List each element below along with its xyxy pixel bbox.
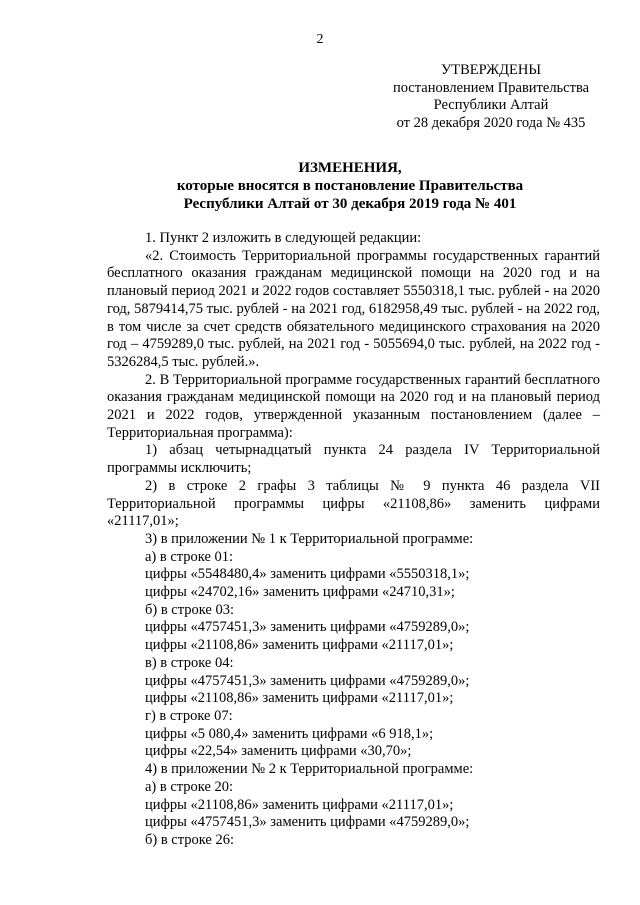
- approval-line-1: УТВЕРЖДЕНЫ: [440, 62, 542, 78]
- approval-line-3: Республики Алтай: [433, 97, 549, 113]
- list-item: б) в строке 26:: [145, 831, 235, 848]
- list-item: цифры «21108,86» заменить цифрами «21117,01»;: [145, 690, 454, 707]
- list-item: цифры «4757451,3» заменить цифрами «4759289,0»;: [145, 619, 470, 636]
- list-item: цифры «5548480,4» заменить цифрами «5550318,1»;: [145, 566, 470, 583]
- list-item: г) в строке 07:: [145, 707, 233, 724]
- list-item: в) в строке 04:: [145, 654, 234, 671]
- title-line-2: которые вносятся в постановление Правительства: [176, 178, 524, 194]
- paragraph-1: 1. Пункт 2 изложить в следующей редакции:: [145, 230, 422, 246]
- list-item: цифры «21108,86» заменить цифрами «21117,01»;: [145, 637, 454, 654]
- paragraph-2: «2. Стоимость Территориальной программы государственных гарантий бесплатного оказания гражданам медицинской помощи на 2020 год и на плановый период 2021 и 2022 годов составляет 5550318,1 тыс. рублей - на 2020 год, 5879414,75 тыс. рублей - на 2021 год, 6182958,49 тыс. рублей - на 2022 год, в том числе за счет средств обязательного медицинского страхования на 2020 год – 4759289,0 тыс. рублей, на 2021 год - 5055694,0 тыс. рублей, на 2022 год - 5326284,5 тыс. рублей.».: [107, 247, 600, 370]
- document-title: [60, 159, 640, 213]
- approval-line-4: от 28 декабря 2020 года № 435: [396, 114, 586, 131]
- list-item: цифры «22,54» заменить цифрами «30,70»;: [145, 743, 412, 760]
- list-item: цифры «5 080,4» заменить цифрами «6 918,1»;: [145, 725, 434, 742]
- list-item: цифры «24702,16» заменить цифрами «24710,31»;: [145, 584, 455, 601]
- list-item: цифры «21108,86» заменить цифрами «21117,01»;: [145, 796, 454, 813]
- document-body: [107, 230, 600, 850]
- list-item: б) в строке 03:: [145, 601, 235, 618]
- title-line-3: Республики Алтай от 30 декабря 2019 года № 401: [183, 196, 517, 212]
- paragraph-4: 1) абзац четырнадцатый пункта 24 раздела IV Территориальной программы исключить;: [107, 442, 600, 477]
- list-item: а) в строке 20:: [145, 778, 234, 795]
- approval-line-2: постановлением Правительства: [392, 79, 590, 96]
- paragraph-3: 2. В Территориальной программе государственных гарантий бесплатного оказания гражданам медицинской помощи на 2020 год и на плановый период 2021 и 2022 годов, утвержденной указанным постановлением (далее – Территориальная программа):: [107, 371, 600, 441]
- list-item: цифры «4757451,3» заменить цифрами «4759289,0»;: [145, 814, 470, 831]
- list-item: а) в строке 01:: [145, 548, 234, 565]
- title-line-1: ИЗМЕНЕНИЯ,: [298, 160, 402, 176]
- list-item: 3) в приложении № 1 к Территориальной программе:: [145, 530, 474, 547]
- list-item: цифры «4757451,3» заменить цифрами «4759289,0»;: [145, 672, 470, 689]
- paragraph-5: 2) в строке 2 графы 3 таблицы № 9 пункта 46 раздела VII Территориальной программы цифры «21108,86» заменить цифрами «21117,01»;: [107, 477, 600, 530]
- page-number: 2: [316, 32, 324, 47]
- approval-stamp: [381, 62, 601, 132]
- list-item: 4) в приложении № 2 к Территориальной программе:: [145, 761, 474, 778]
